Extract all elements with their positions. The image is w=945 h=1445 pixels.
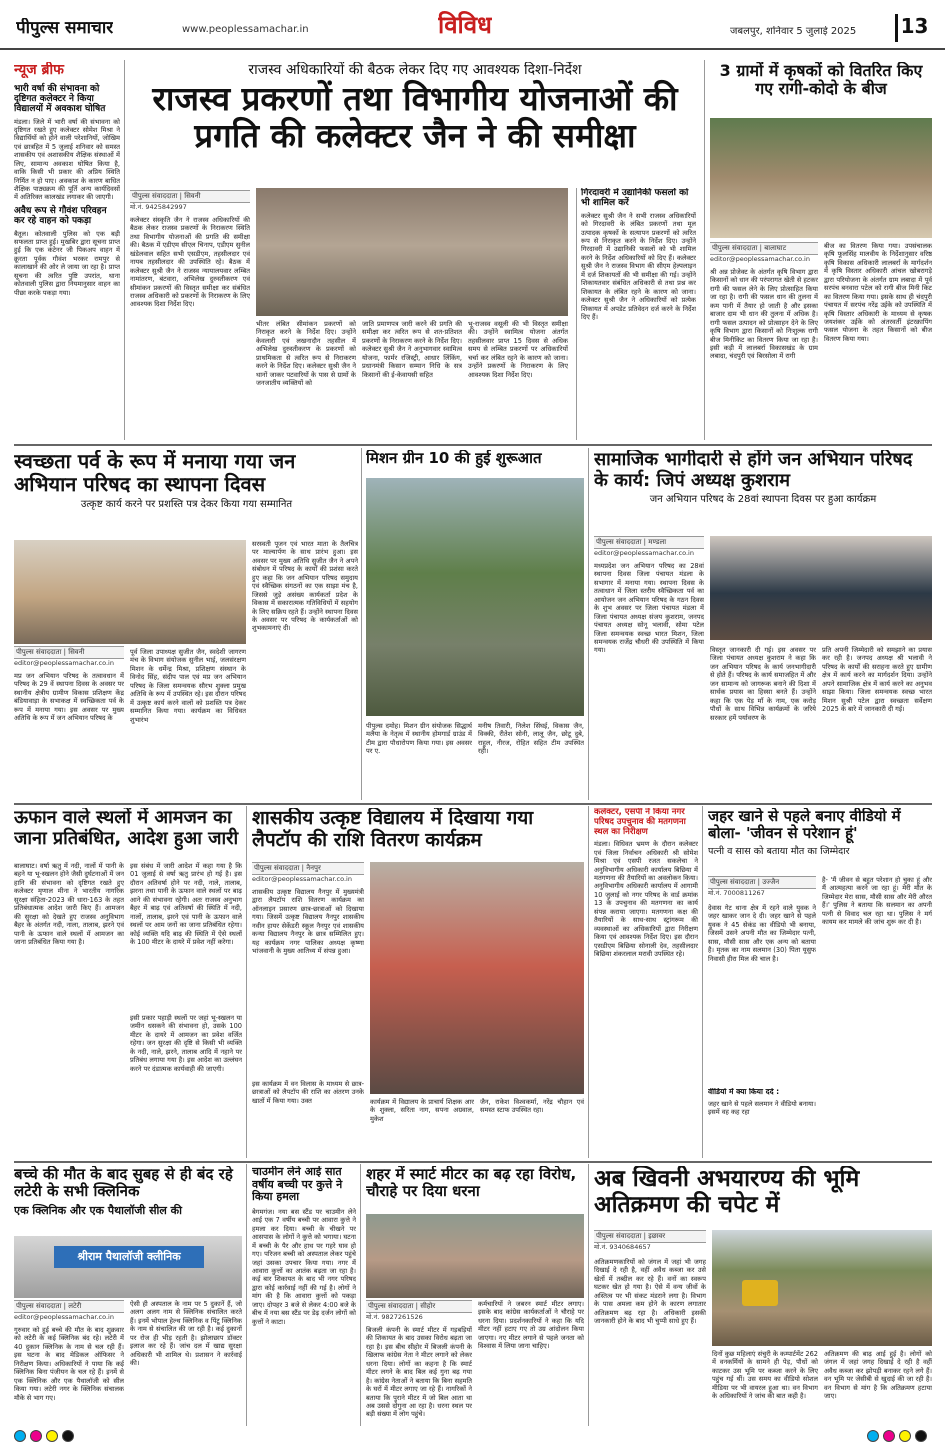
khivni-photo (712, 1230, 932, 1346)
main-body-1: कलेक्टर संस्कृति जैन ने राजस्व अधिकारियों की बैठक लेकर राजस्व प्रकरणों के निराकरण स्थिति तथा विभागीय योजनाओं की प्रगति की समीक्षा की। बैठक में एडीएम सीएल चिनाप, एडीएम सुनील खंडेलवाल सहित सभी एसडीएम, तहसीलदार एवं नायब तहसीलदार की उपस्थिति रहे। बैठक में कलेक्टर सुश्री जैन ने राजस्व न्यायालयवार लम्बित नामांतरण, बंटवारा, अभिलेख दुरुस्तीकरण एवं सीमांकन प्रकरणों की विस्तृत समीक्षा कर संबंधित राजस्व अधिकारी को प्रकरणों के निराकरण के लिए आवश्यक दिशा निर्देश दिए। (130, 216, 250, 309)
divider (124, 60, 125, 440)
swachhata-email[interactable]: editor@peoplessamachar.co.in (14, 659, 114, 667)
zehar-article (708, 808, 932, 1158)
meter-body-3: कर्मचारियों ने जबरन स्मार्ट मीटर लगाए। इसके बाद कांग्रेस कार्यकर्ताओं ने चौराहे पर धरना दिया। प्रदर्शनकारियों ने कहा कि यदि मीटर नहीं हटाए गए तो उग्र आंदोलन किया जाएगा। नए मीटर लगाने से पहले जनता को विश्वास में लिया जाना चाहिए। (478, 1300, 584, 1351)
magenta-mark (883, 1430, 895, 1442)
swachhata-body-3: सरस्वती पूजन एवं भारत माता के तैलचित्र पर माल्यार्पण के साथ प्रारंभ हुआ। इस अवसर पर मुख्य अतिथि सुजीत जैन ने अपने संबोधन में परिषद के कार्यों की प्रशंसा करते हुए कहा कि जन अभियान परिषद समुदाय एवं स्वैच्छिक संगठनों का एक साझा मंच है, जिससे जुड़े असंख्य कार्यकर्ता प्रदेश के विकास में सकारात्मक गतिविधियों में सहयोग के लिए सक्रिय रहते हैं। उन्होंने स्थापना दिवस के अवसर पर परिषद के कार्यकर्ताओं को शुभकामनाएं दी। (252, 540, 358, 633)
ufan-article (14, 808, 242, 1158)
clinic-headline: बच्चे की मौत के बाद सुबह से ही बंद रहे लटेरी के सभी क्लिनिक (14, 1166, 233, 1201)
divider (702, 806, 703, 1158)
main-mobile: मो.नं. 9425842997 (130, 203, 187, 211)
ufan-body-2: इस संबंध में जारी आदेश में कहा गया है कि 01 जुलाई से वर्षा ऋतु प्रारंभ हो गई है। इस दौरान अतिवर्षा होने पर नदी, नाले, तालाब, झरना तथा पानी के ऊफान वाले स्थलों पर बाढ़ आने की संभावना रहेगी। अतः राजस्व अनुभाग बैहर में बाढ़ एवं अतिवर्षा की स्थिति में नदी, नालों, तालाब, झरने एवं पानी के ऊफान वाले स्थलों पर आम जनों का जाना प्रतिबंधित रहेगा। कोई व्यक्ति यदि बाढ़ की स्थिति में ऐसे स्थलों के 100 मीटर के दायरे में प्रवेश नहीं करेगा। (130, 862, 242, 946)
main-headline: राजस्व प्रकरणों तथा विभागीय योजनाओं की प्रगति की कलेक्टर जैन ने की समीक्षा (152, 79, 678, 156)
meter-article (366, 1166, 584, 1426)
jip-body-2: विस्तृत जानकारी दी गई। इस अवसर पर जिला पंचायत अध्यक्ष कुशराम ने कहा कि जन अभियान परिषद के कार्य जनभागीदारी से होते हैं। परिषद के कार्य समाजहित में और जन सामान्य को जागरूक बनाने की दिशा में सार्थक प्रयास का हिस्सा बनते हैं। उन्होंने कहा कि एक पेड़ माँ के नाम, एक करोड़ पौधों के साथ विभिन्न कार्यक्रमों के जरिये सरकार हमें पर्यावरण के (710, 646, 816, 722)
clinic-email[interactable]: editor@peoplessamachar.co.in (14, 1313, 114, 1321)
jip-body-1: मध्यप्रदेश जन अभियान परिषद का 28वां स्थापना दिवस जिला पंचायत मंडला के सभागार में मनाया गया। स्थापना दिवस के तत्वाधान में जिला स्तरीय स्वैच्छिकता पर्व का आयोजन जन अभियान परिषद के गठन दिवस के शुभ अवसर पर जिला पंचायत मंडला में जिला पंचायत अध्यक्ष संजय कुशराम, जनपद पंचायत अध्यक्ष सोनू भलावी, सोमा पटेल जिला समन्वयक स्वच्छ भारत मिशन, जिला समन्वयक राजेंद्र चौधरी की उपस्थिति में किया गया। (594, 562, 704, 655)
khivni-headline: अब खिवनी अभयारण्य की भूमि अतिक्रमण की चपेट में (594, 1166, 860, 1219)
clinic-sign: श्रीराम पैथालॉजी क्लीनिक (54, 1246, 204, 1268)
khivni-article (594, 1166, 932, 1426)
cyan-mark (867, 1430, 879, 1442)
khivni-byline: पीपुल्स संवाददाता | इछावर (594, 1230, 706, 1243)
khivni-mobile: मो.नं. 9340684657 (594, 1243, 651, 1251)
dog-article (252, 1166, 356, 1426)
brief-2-title: अवैध रूप से गौवंश परिवहन कर रहे वाहन को पकड़ा (14, 205, 107, 227)
zehar-side-body: जहर खाने से पहले सलमान ने वीडियो बनाया। इसमें वह कह रहा (708, 1100, 816, 1117)
main-body-3: जाति प्रमाणपत्र जारी करने की प्रगति की समीक्षा कर त्वरित रूप से शत-प्रतिशत प्रकरणों के निराकरण करने के निर्देश दिए। कलेक्टर सुश्री जैन ने अनुभागवार स्वामित्व योजना, फार्मर रजिस्ट्री, आधार लिंकिंग, प्रधानमंत्री किसान सम्मान निधि के सत्र किसानों की ई-केवायसी सहित (362, 320, 462, 379)
main-sidebar (576, 188, 696, 440)
row-divider (14, 1161, 932, 1163)
divider (246, 806, 247, 1158)
meter-photo (366, 1214, 584, 1298)
mission-headline: मिशन ग्रीन 10 की हुई शुरूआत (366, 450, 542, 467)
clinic-article (14, 1166, 242, 1426)
zehar-mobile: मो.नं. 7000811267 (708, 889, 765, 897)
seeds-body-1: श्री अन्न प्रोजेक्ट के अंतर्गत कृषि विभाग द्वारा किसानों को धान की परंपरागत खेती से हटकर रागी की फसल लेने के लिए प्रोत्साहित किया जा रहा है। रागी की फसल धान की तुलना में कम पानी में तैयार हो जाती है और इसका बाजार दाम भी धान की तुलना में अधिक है। रागी फसल उत्पादन को प्रोत्साहन देने के लिए कृषि विभाग द्वारा किसानों को निःशुल्क रागी बीज मिनीकिट का वितरण किया जा रहा है। इसी कड़ी में लालबर्रा विकासखंड के ग्राम लबादा, चंदपुरी एवं बिरसोला में रागी (710, 268, 818, 361)
khivni-body-3: अतिक्रमण की बाढ़ आई हुई है। लोगों को जंगल में जहां जगह दिखाई दे रही है वहीं अवैध कब्जा कर झोपड़ी बनाकर रहने लगे हैं। वन भूमि पर जेसीबी से खुदाई की जा रही है। वन विभाग से मांग है कि अतिक्रमण हटाया जाए। (824, 1350, 932, 1401)
jip-email[interactable]: editor@peoplessamachar.co.in (594, 549, 694, 557)
cyan-mark (14, 1430, 26, 1442)
divider (704, 60, 705, 440)
matdan-headline: कलेक्टर, एसपी ने किया नगर परिषद उपचुनाव की मतगणना स्थल का निरीक्षण (594, 808, 686, 837)
mission-green-article (366, 450, 584, 800)
meeting-photo (256, 188, 568, 316)
side-title: गिरदावरी में उद्यानिकी फसलों को भी शामिल करें (581, 188, 689, 209)
main-kicker: राजस्व अधिकारियों की बैठक लेकर दिए गए आवश्यक दिशा-निर्देश (248, 62, 582, 78)
jip-sub: जन अभियान परिषद के 28वां स्थापना दिवस पर हुआ कार्यक्रम (649, 494, 877, 506)
row-divider (14, 444, 932, 446)
black-mark (62, 1430, 74, 1442)
main-body-2: भीतर लंबित सीमांकन प्रकरणों को निराकृत करने के निर्देश दिए। उन्होंने केवलारी एवं लखनादौन तहसील में अभिलेख दुरुस्तीकरण के प्रकरणों को प्राथमिकता से त्वरित रूप से निराकरण करने के निर्देश दिए। कलेक्टर सुश्री जैन ने थानों जाकर पटवारियों के पास से ग्रामों के जनजातीय व्यक्तियों को (256, 320, 356, 388)
seeds-headline: 3 ग्रामों में कृषकों को वितरित किए गए रागी-कोदो के बीज (719, 62, 923, 99)
ufan-body-1: बालाघाट। वर्षा ऋतु में नदी, नालों में पानी के बहने या भू-स्खलन होने जैसी दुर्घटनाओं में जन हानि की संभावना को दृष्टिगत रखते हुए कलेक्टर मृणाल मीना ने भारतीय नागरिक सुरक्षा संहिता-2023 की धारा-163 के तहत प्रतिबंधात्मक आदेश जारी किए हैं। आमजन की सुरक्षा को देखते हुए राजस्व अनुविभाग बैहर के अंतर्गत नदी, नाला, तालाब, झरने एवं पानी के ऊफान वाले स्थलों में आमजन का जाना प्रतिबंधित किया गया है। (14, 862, 124, 946)
divider (361, 448, 362, 800)
jip-photo (710, 536, 932, 640)
jcb-machine (742, 1280, 778, 1306)
clinic-body-1: गुरुवार को हुई बच्चे की मौत के बाद शुक्रवार को लटेरी के कई क्लिनिक बंद रहे। लटेरी में 40 दुकान क्लिनिक के नाम से चल रही हैं। इस घटना के बाद मेडिकल ऑफिसर ने निरीक्षण किया। अधिकारियों ने पाया कि कई क्लिनिक बिना पंजीयन के चल रहे हैं। इनमें से एक क्लिनिक और एक पैथालॉजी को सील किया गया। लटेरी नगर के क्लिनिक संचालक मौके से भाग गए। (14, 1326, 124, 1402)
clinic-photo (14, 1236, 242, 1298)
newspaper-logo: पीपुल्स समाचार (16, 18, 114, 38)
divider (588, 1164, 589, 1426)
laptop-headline: शासकीय उत्कृष्ट विद्यालय में दिखाया गया लैपटॉप की राशि वितरण कार्यक्रम (252, 808, 534, 851)
zehar-headline: जहर खाने से पहले बनाए वीडियो में बोला- 'जीवन से परेशान हूं' (708, 808, 901, 843)
meter-byline: पीपुल्स संवाददाता | सीहोर (366, 1300, 472, 1313)
swachhata-headline: स्वच्छता पर्व के रूप में मनाया गया जन अभियान परिषद का स्थापना दिवस (14, 450, 296, 496)
mission-body-1: पीपुल्स दमोह। मिशन ग्रीन संयोजक सिद्धार्थ मलैया के नेतृत्व में स्थानीय होमगार्ड ग्राउंड में टीम द्वारा पौधारोपण किया गया। इस अवसर पर ए. (366, 722, 472, 756)
swachhata-body-1: मप्र जन अभियान परिषद के तत्वावधान में परिषद के 29 वें स्थापना दिवस के अवसर पर स्थानीय क्षेत्रीय ग्रामीण विकास प्रशिक्षण केंद्र बंडियावाड़ा के सभाकक्ष में स्वच्छिकता पर्व के रूप में मनाया गया। इस अवसर पर मुख्य अतिथि के रूप में जन अभियान परिषद के (14, 672, 124, 723)
laptop-body-3: कार्यक्रम में विद्यालय के प्राचार्य शिक्षक आर के शुक्ला, सरिता नाग, सपना अग्रवाल, मुकेश (370, 1098, 474, 1123)
news-brief-column (14, 62, 120, 432)
matdan-body: मंडला। विधिवत भ्रमण के दौरान कलेक्टर एवं जिला निर्वाचन अधिकारी श्री सोमेश मिश्रा एवं एसपी रजत सकलेचा ने अनुविभागीय अधिकारी कार्यालय बिछिया में मतगणना की तैयारियों का अवलोकन किया। अनुविभागीय अधिकारी कार्यालय में आगामी 10 जुलाई को नगर परिषद के वार्ड क्रमांक 13 के उपचुनाव की मतगणना का कार्य संपन्न कराया जाएगा। मतगणना कक्ष की तैयारियों के साथ-साथ स्ट्रांगरूम की व्यवस्थाओं का अधिकारियों द्वारा निरीक्षण किया एवं आवश्यक निर्देश दिए। इस दौरान एसडीएम बिछिया सोनाली देव, तहसीलदार बिछिया शंकरलाल मरावी उपस्थित रहे। (594, 840, 698, 958)
mission-photo (366, 478, 584, 716)
yellow-mark (899, 1430, 911, 1442)
zehar-sub: पत्नी व सास को बताया मौत का जिम्मेदार (708, 845, 850, 857)
jip-body-3: प्रति अपनी जिम्मेदारी को समझाने का प्रयास कर रही है। जनपद अध्यक्ष श्री भलावी ने परिषद के कार्यों की सराहना करते हुए ग्रामीण क्षेत्र में कार्य करने का मार्गदर्शन दिया। उन्होंने अपने सामाजिक क्षेत्र में कार्य करने का अनुभव साझा किया। जिला समन्वयक स्वच्छ भारत मिशन सुश्री पटेल द्वारा स्वच्छता सर्वेक्षण 2025 के बारे में जानकारी दी गई। (822, 646, 932, 714)
clinic-byline: पीपुल्स संवाददाता | लटेरी (14, 1300, 124, 1313)
jip-article (594, 450, 932, 800)
black-mark (915, 1430, 927, 1442)
ufan-headline: ऊफान वाले स्थलों में आमजन का जाना प्रतिबंधित, आदेश हुआ जारी (14, 808, 239, 849)
page-number: 13 (895, 14, 931, 42)
yellow-mark (46, 1430, 58, 1442)
meter-mobile: मो.नं. 9827261526 (366, 1313, 423, 1321)
main-byline: पीपुल्स संवाददाता | सिवनी (130, 190, 250, 203)
divider (360, 1164, 361, 1426)
dog-headline: चाउमीन लेने आई सात वर्षीय बच्ची पर कुत्ते ने किया हमला (252, 1166, 343, 1204)
khivni-body-2: दिनों कुछ महिलाएं संचुरी के कम्पार्टमेंट 262 में वनकर्मियों के सामने ही पेड़, पौधों को काटकर उस भूमि पर कब्जा करने के लिए पहुंच गई थीं। उस समय का वीडियो सोशल मीडिया पर भी वायरल हुआ था। वन विभाग के अधिकारियों ने जांच की बात कही है। (712, 1350, 818, 1401)
zehar-body-2: है- 'मैं जीवन से बहुत परेशान हो चुका हूं और मैं आत्महत्या करने जा रहा हूं। मेरी मौत के जिम्मेदार मेरा सास, मौसी सास और मेरी औरत हैं।' पुलिस ने बताया कि सलमान का अपनी पत्नी से विवाद चल रहा था। पुलिस ने मर्ग कायम कर मामले की जांच शुरू कर दी है। (822, 876, 932, 927)
zehar-side-title: वीडियो में क्या किया दर्द : (708, 1088, 780, 1096)
dog-body: बेगमगंज। नया बस स्टैंड पर चाउमीन लेने आई एक 7 वर्षीय बच्ची पर आवारा कुत्ते ने हमला कर दिया। बच्ची के चीखने पर आसपास के लोगों ने कुत्ते को भगाया। घटना में बच्ची के पैर और हाथ पर गहरे घाव हो गए। परिजन बच्ची को अस्पताल लेकर पहुंचे जहां उसका उपचार किया गया। नगर में आवारा कुत्तों का आतंक बढ़ता जा रहा है। कई बार शिकायत के बाद भी नगर परिषद द्वारा कोई कार्रवाई नहीं की गई है। लोगों ने मांग की है कि आवारा कुत्तों को पकड़ा जाए। दोपहर 3 बजे से लेकर 4:00 बजे के बीच में नया बस स्टैंड पर डेढ़ दर्जन लोगों को कुत्तों ने काटा। (252, 1207, 356, 1326)
date-line: जबलपुर, शनिवार 5 जुलाई 2025 (730, 26, 857, 37)
swachhata-byline: पीपुल्स संवाददाता | सिवनी (14, 646, 124, 659)
row-divider (14, 803, 932, 805)
matdan-article (594, 808, 698, 1158)
mission-body-2: मनीष तिवारी, निलेश सिंघई, विकास जैन, विक्की, रीतेश सोनी, लालू जैन, छोटू दुबे, राहुल, नीरज, रोहित सहित टीम उपस्थित रही। (478, 722, 584, 756)
divider (588, 806, 589, 1158)
laptop-body-2: इस कार्यक्रम में वन विलास के माध्यम से छात्र-छात्राओं को लैपटॉप की राशि का अंतरण उनके खातों में किया गया। उक्त (252, 1080, 364, 1105)
khivni-body-1: अतिक्रमणकारियों को जंगल में जहां भी जगह दिखाई दे रही है, वहीं अवैध कब्जा कर उसे खेतों में तब्दील कर रहे हैं। वनों का स्वरूप घटकर खेत हो गया है। ऐसे में वन्य जीवों के अस्तित्व पर भी संकट मंडराने लगा है। विभाग के पास अमला कम होने के कारण लगातार अतिक्रमण बढ़ रहा है। अधिकारी इसकी जानकारी होने के बाद भी चुप्पी साधे हुए हैं। (594, 1258, 706, 1326)
laptop-body-4: जैन, राकेश विश्वकर्मा, नरेंद्र चौहान एवं समस्त स्टाफ उपस्थित रहा। (480, 1098, 584, 1115)
laptop-photo (370, 862, 584, 1094)
main-body-4: भू-राजस्व वसूली की भी विस्तृत समीक्षा की। उन्होंने स्वामित्व योजना अंतर्गत तहसीलवार प्राप्त 15 दिवस से अधिक समय से लम्बित प्रकरणों पर अधिकारियों चर्चा कर लंबित रहने के कारण को जाना। उन्होंने प्रकरणों के निराकरण के लिए आवश्यक दिशा निर्देश दिए। (468, 320, 568, 379)
laptop-article (252, 808, 584, 1158)
divider (588, 448, 589, 800)
clinic-sub: एक क्लिनिक और एक पैथालॉजी सील की (14, 1203, 182, 1217)
magenta-mark (30, 1430, 42, 1442)
brief-1-title: भारी वर्षा की संभावना को दृष्टिगत कलेक्टर ने किया विद्यालयों में अवकाश घोषित (14, 83, 106, 115)
jip-headline: सामाजिक भागीदारी से होंगे जन अभियान परिषद के कार्य: जिपं अध्यक्ष कुशराम (594, 450, 913, 491)
seeds-body-2: बीज का वितरण किया गया। उपसंचालक कृषि फूलसिंह मालवीय के निर्देशानुसार वरिष्ठ कृषि विकास अधिकारी लालबर्रा के मार्गदर्शन में कृषि विस्तार अधिकारी आंचल खोबरागड़े द्वारा परियोजना के अंतर्गत ग्राम लबादा में पूर्व सरपंच बनवारा पटेल को रागी बीज मिनी किट का वितरण किया गया। इसके साथ ही चंदपुरी पंचायत में सरपंच नरेंद्र उईके को उपस्थिति में कृषि विस्तार अधिकारी के माध्यम से कृषक जयशंकर उईके को अंतरवर्ती इंटरक्रापिंग फसल योजना के तहत किसानों को बीज वितरण किया गया। (824, 242, 932, 343)
brief-2-body: बैतूल। कोतवाली पुलिस को एक बड़ी सफलता प्राप्त हुई। मुखबिर द्वारा सूचना प्राप्त हुई कि एक कंटेनर जी पिकअप वाहन में क्रूरता पूर्वक गौवंश भरकर रामपुर से कालाखाने की ओर ले जाया जा रहा है। प्राप्त सूचना की त्वरित पुष्टि उपरांत, थाना कोतवाली पुलिस द्वारा नियमानुसार वाहन का पीछा करके पकड़ा गया। (14, 229, 120, 297)
seeds-article (710, 62, 932, 440)
meter-body-1: बिजली कंपनी के स्मार्ट मीटर में गड़बड़ियों की शिकायत के बाद उसका विरोध बढ़ता जा रहा है। इस बीच सीहोर में बिजली कंपनी के खिलाफ कांग्रेस नेता ने मीटर लगाने को लेकर धरना दिया। लोगों का कहना है कि स्मार्ट मीटर लगने के बाद बिल कई गुना बढ़ गया है। कांग्रेस नेताओं ने बताया कि बिना सहमति के घरों में मीटर लगाए जा रहे हैं। नागरिकों ने बताया कि पुराने मीटर में जो बिल आता था अब उससे दोगुना आ रहा है। धरना स्थल पर बड़ी संख्या में लोग पहुंचे। (366, 1326, 472, 1419)
laptop-body-1: शासकीय उत्कृष्ट विद्यालय नैनपुर में मुख्यमंत्री द्वारा लैपटॉप राशि वितरण कार्यक्रम का ऑनलाइन प्रसारण छात्र-छात्राओं को दिखाया गया। जिसमें उत्कृष्ट विद्यालय नैनपुर शासकीय नवीन हायर सेकेंडरी स्कूल नैनपुर एवं शासकीय कन्या विद्यालय नैनपुर के छात्र सम्मिलित हुए। यह कार्यक्रम नगर पालिका अध्यक्ष कृष्णा भांजवानी के मुख्य आतिथ्य में संपन्न हुआ। (252, 888, 364, 956)
masthead (0, 0, 945, 50)
print-footer (0, 1428, 945, 1445)
side-body: कलेक्टर सुश्री जैन ने सभी राजस्व अधिकारियों को गिरदावरी के लंबित प्रकरणों तथा मूल उत्पादक कृषकों के सत्यापन प्रकरणों को त्वरित रूप से निराकृत करने के निर्देश दिए। उन्होंने गिरदावरी में उद्यानिकी फसलों को भी शामिल करने के निर्देश अधिकारियों को दिए हैं। कलेक्टर सुश्री जैन ने राजस्व विभाग की सीएम हेल्पलाइन में दर्ज शिकायतों की भी समीक्षा की गई। उन्होंने शिकायतवार संबंधित अधिकारी से तथा प्रश्न कर शिकायत के लंबित रहने के कारण को जाना। कलेक्टर सुश्री जैन ने अधिकारियों को प्रत्येक शिकायत में अपडेट प्रतिवेदन दर्ज करने के निर्देश दिए हैं। (581, 211, 696, 321)
news-brief-tag: न्यूज ब्रीफ (14, 62, 64, 78)
zehar-body-1: देवास गेट थाना क्षेत्र में रहने वाले युवक ने जहर खाकर जान दे दी। जहर खाने से पहले युवक ने 45 सेकंड का वीडियो भी बनाया, जिसमें उसने अपनी मौत का जिम्मेदार पत्नी, सास, मौसी सास और एक अन्य को बताया है। मृतक का नाम सलमान (30) पिता यूसुफ निवासी हीरा मिल की चाल है। (708, 904, 816, 963)
swachhata-photo (14, 540, 246, 644)
main-article (130, 62, 700, 442)
swachhata-article (14, 450, 359, 800)
brief-1-body: मंडला। जिले में भारी वर्षा की संभावना को दृष्टिगत रखते हुए कलेक्टर सोमेश मिश्रा ने विद्यार्थियों को होने वाली परेशानियों, जोखिम एवं छात्रहित में 5 जुलाई शनिवार को समस्त शासकीय एवं अशासकीय शैक्षिक संस्थाओं में लिए, सामान्य अवकाश घोषित किया है, वाकि किसी भी प्रकार की अप्रिय स्थिति निर्मित न हो पाए। अवकाश के कारण बाधित शैक्षिक पाठ्यक्रम की पूर्ति अन्य कार्यदिवसों में अतिरिक्त कालखंड लगाकर की जाएगी। (14, 117, 120, 202)
laptop-email[interactable]: editor@peoplessamachar.co.in (252, 875, 352, 883)
swachhata-body-2: पूर्व जिला उपाध्यक्ष सुजीत जैन, स्वदेशी जागरण मंच के विभाग संयोजक सुनील भाई, जलसंरक्षण मिशन के धर्मेन्द्र मिश्रा, प्रशिक्षण संस्थान के विनोद सिंह, संदीप पाल एवं मप्र जन अभियान परिषद के जिला समन्वयक सौरभ शुक्ला प्रमुख अतिथि के रूप में उपस्थित रहे। इस दौरान परिषद में उत्कृष्ट कार्य करने वालों को प्रशस्ति पत्र देकर सम्मानित किया गया। कार्यक्रम का विधिवत शुभारंभ (130, 648, 246, 724)
clinic-body-2: ऐसी ही अस्पताल के नाम पर 5 दुकानें हैं, जो अलग अलग नाम से क्लिनिक संचालित करते हैं। इनमें भोपाल हेल्थ क्लिनिक व पिंटू क्लिनिक के नाम से संचालित की जा रही है। कई दुकानों पर रोज ही भीड़ रहती है। झोलाछाप डॉक्टर इलाज कर रहे हैं। जांच दल में खाद्य सुरक्षा अधिकारी भी शामिल थे। प्रशासन ने कार्रवाई की। (130, 1300, 242, 1368)
jip-byline: पीपुल्स संवाददाता | मण्डला (594, 536, 704, 549)
laptop-byline: पीपुल्स संवाददाता | नैनपुर (252, 862, 364, 875)
swachhata-sub: उत्कृष्ट कार्य करने पर प्रशस्ति पत्र देकर किया गया सम्मानित (80, 499, 293, 510)
divider (246, 1164, 247, 1426)
section-title: विविध (438, 11, 492, 39)
ufan-body-3: इसी प्रकार पहाड़ी स्थलों पर जहां भू-स्खलन या जमीन धसकने की संभावना हो, उसके 100 मीटर के दायरे में आमजन का प्रवेश वर्जित रहेगा। जन सुरक्षा की दृष्टि से किसी भी व्यक्ति के नदी, नाले, झरने, तालाब आदि में नहाने पर प्रतिबंध लगाया गया है। इस आदेश का उल्लंघन करने पर दंडात्मक कार्यवाही की जाएगी। (130, 1014, 242, 1073)
zehar-byline: पीपुल्स संवाददाता | उज्जैन (708, 876, 816, 889)
seeds-byline: पीपुल्स संवाददाता | बालाघाट (710, 242, 818, 255)
seeds-email[interactable]: editor@peoplessamachar.co.in (710, 255, 810, 263)
website-url[interactable]: www.peoplessamachar.in (182, 24, 309, 35)
meter-headline: शहर में स्मार्ट मीटर का बढ़ रहा विरोध, चौराहे पर दिया धरना (366, 1166, 577, 1201)
seeds-photo (710, 118, 932, 238)
